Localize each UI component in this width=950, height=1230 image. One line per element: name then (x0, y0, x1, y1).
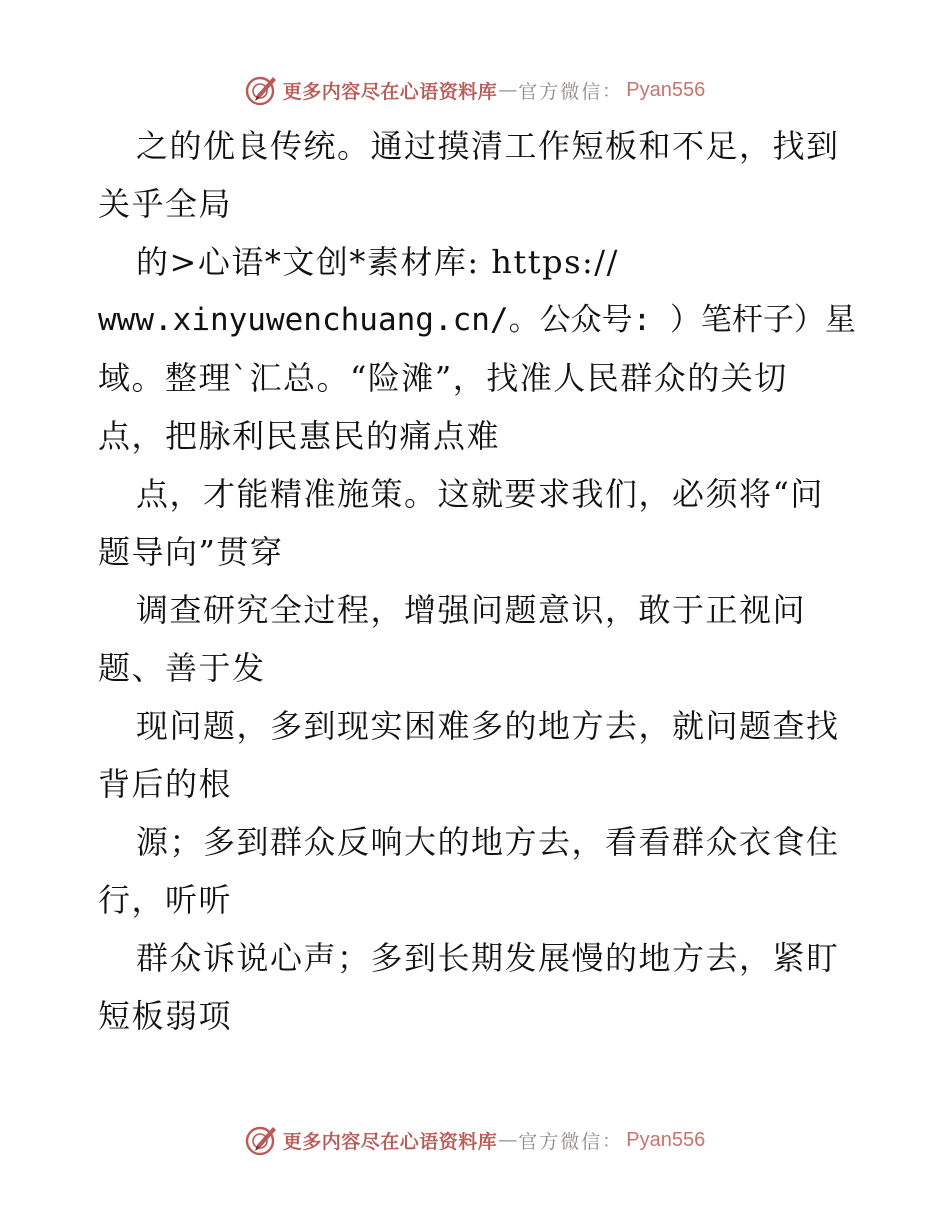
banner-brand-text: 更多内容尽在心语资料库 (282, 80, 498, 103)
text-line: 现问题，多到现实困难多的地方去，就问题查找 (136, 707, 840, 745)
text-line: 群众诉说心声；多到长期发展慢的地方去，紧盯 (136, 939, 840, 977)
banner-wechat-label: 官方微信 (518, 80, 603, 103)
text-line: 域。整理`汇总。“险滩”，找准人民群众的关切 (98, 359, 788, 397)
text-line: www.xinyuwenchuang.cn/。公众号: ）笔杆子）星 (98, 302, 856, 338)
text-line: 点，把脉利民惠民的痛点难 (98, 417, 501, 455)
text-line: 调查研究全过程，增强问题意识，敢于正视问 (136, 591, 807, 629)
banner-wechat-label: 官方微信 (518, 1130, 603, 1153)
text-line: 题、善于发 (98, 649, 266, 687)
banner-colon: ： (602, 81, 621, 102)
banner-wechat-id: Pyan556 (626, 78, 706, 101)
text-line: 点，才能精准施策。这就要求我们，必须将“问 (136, 475, 824, 513)
text-line: 源；多到群众反响大的地方去，看看群众衣食住 (136, 823, 840, 861)
text-line: 题导向”贯穿 (98, 533, 284, 571)
banner-dash: — (498, 79, 518, 101)
text-line: 之的优良传统。通过摸清工作短板和不足，找到 (136, 127, 840, 165)
text-line: 短板弱项 (98, 997, 233, 1035)
banner-wechat-id: Pyan556 (626, 1128, 706, 1151)
text-line: 背后的根 (98, 765, 233, 803)
text-line: 的>心语*文创*素材库: https:// (136, 243, 619, 281)
document-body (98, 117, 858, 1045)
banner-brand-text: 更多内容尽在心语资料库 (282, 1130, 498, 1153)
banner-dash: — (498, 1129, 518, 1151)
pen-circle-logo-icon (245, 73, 279, 107)
text-line: 行，听听 (98, 881, 233, 919)
pen-circle-logo-icon (245, 1123, 279, 1157)
text-line: 关乎全局 (98, 185, 233, 223)
banner-colon: ： (602, 1131, 621, 1152)
header-banner (0, 70, 950, 110)
footer-banner (0, 1120, 950, 1160)
